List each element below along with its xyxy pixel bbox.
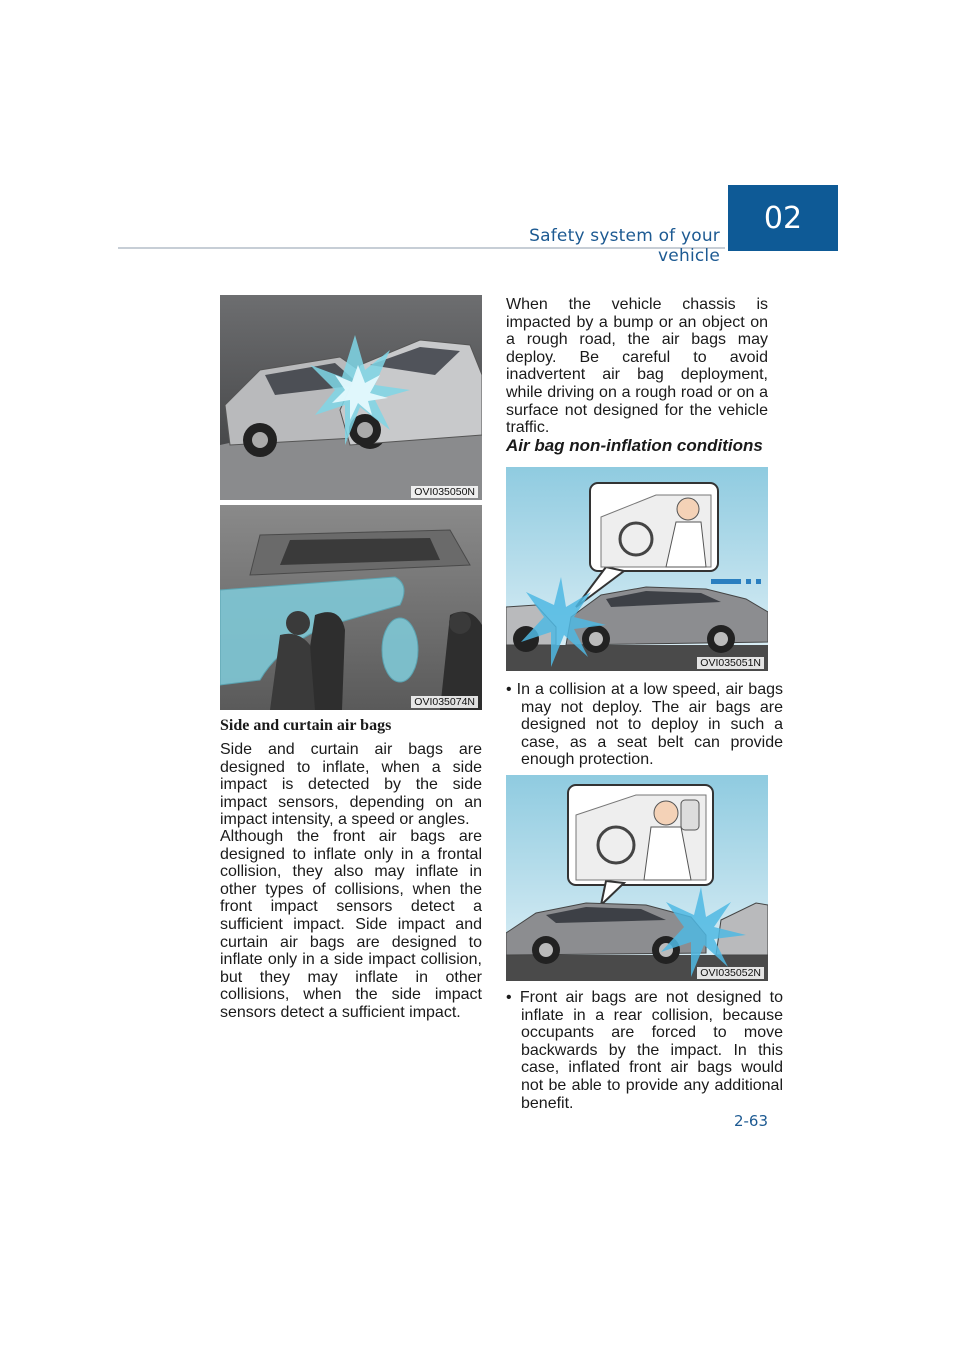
figure-curtain-airbag [220,505,482,710]
figure-code: OVI035050N [411,486,478,498]
side-impact-illustration [220,295,482,500]
figure-code: OVI035074N [411,696,478,708]
curtain-airbag-illustration [220,505,482,710]
section-heading: Side and curtain air bags [220,717,392,734]
rear-collision-illustration [506,775,768,981]
bullet-item: • Front air bags are not designed to inflate in a rear collision, because occupants are forced to move backwards by the impact. In this case, inflated front air bags would not be able to provide any additional benefit. [506,989,783,1112]
paragraph: Although the front air bags are designed to inflate only in a frontal collision, they also may inflate in other types of collisions, when the front impact sensors detect a sufficient impact. Side impact and curtain air bags are designed to inflate only in a side impact collision, but they may inflate in other collisions, when the side impact sensors detect a sufficient impact. [220,828,482,1021]
paragraph: Side and curtain air bags are designed to inflate, when a side impact is detected by the side impact sensors, depending on an impact intensity, a speed or angles. [220,741,482,829]
figure-side-impact [220,295,482,500]
chapter-tab: 02 [728,185,838,251]
page-number: 2-63 [733,1112,768,1130]
figure-code: OVI035051N [697,657,764,669]
figure-code: OVI035052N [697,967,764,979]
low-speed-collision-illustration [506,467,768,671]
figure-low-speed-collision [506,467,768,671]
section-title: Safety system of your vehicle [529,226,720,266]
bullet-item: • In a collision at a low speed, air bags may not deploy. The air bags are designed not to deploy in such a case, as a seat belt can provide enough protection. [506,681,783,769]
section-heading: Air bag non-inflation conditions [506,436,763,455]
paragraph: When the vehicle chassis is impacted by a bump or an object on a rough road, the air bags may deploy. Be careful to avoid inadvertent air bag deployment, while driving on a rough road or on a surface not designed for the vehicle traffic. [506,296,768,437]
figure-rear-collision [506,775,768,981]
